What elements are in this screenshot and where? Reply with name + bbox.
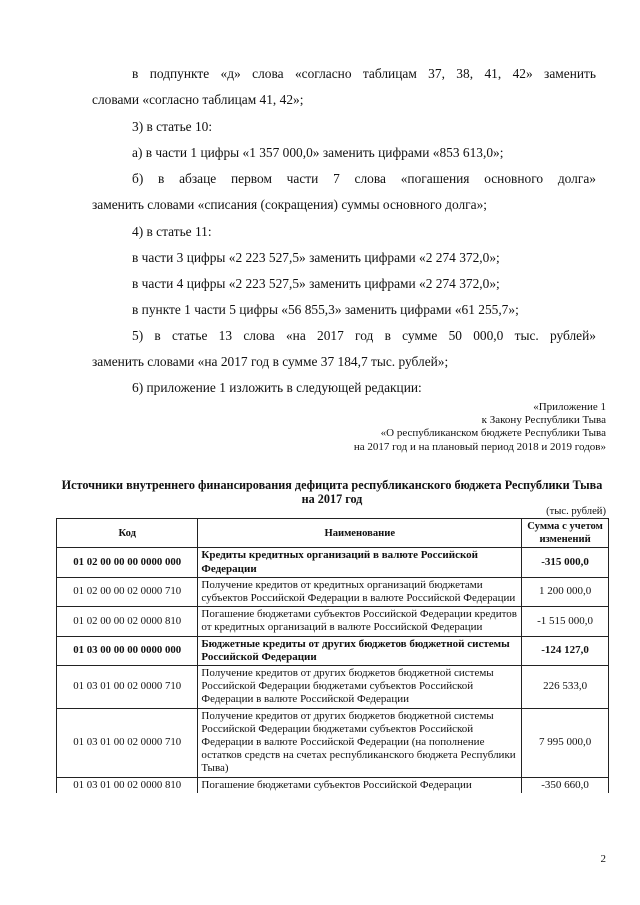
paragraph: в части 4 цифры «2 223 527,5» заменить цифрами «2 274 372,0»; xyxy=(132,276,500,291)
table-title: Источники внутреннего финансирования дефицита республиканского бюджета Республики Тыва на 2017 год xyxy=(61,478,603,506)
table-row xyxy=(57,777,609,793)
row-code: 01 02 00 00 02 0000 710 xyxy=(57,577,198,606)
page-number: 2 xyxy=(600,853,606,865)
table-row xyxy=(57,607,609,636)
paragraph: б) в абзаце первом части 7 слова «погашения основного долга» xyxy=(132,171,596,186)
row-code: 01 02 00 00 00 0000 000 xyxy=(57,548,198,577)
row-name: Кредиты кредитных организаций в валюте Российской Федерации xyxy=(198,548,522,577)
appendix-line: «Приложение 1 xyxy=(533,401,606,413)
appendix-line: к Закону Республики Тыва xyxy=(481,414,606,427)
row-code: 01 03 01 00 02 0000 810 xyxy=(57,777,198,793)
units-label: (тыс. рублей) xyxy=(546,506,606,517)
row-name: Получение кредитов от кредитных организаций бюджетами субъектов Российской Федерации в валюте Российской Федерации xyxy=(198,577,522,606)
row-sum: -124 127,0 xyxy=(522,636,609,665)
row-sum: 226 533,0 xyxy=(522,666,609,709)
row-code: 01 03 01 00 02 0000 710 xyxy=(57,666,198,709)
paragraph: словами «согласно таблицам 41, 42»; xyxy=(92,92,304,107)
paragraph: заменить словами «на 2017 год в сумме 37 184,7 тыс. рублей»; xyxy=(92,354,449,369)
row-sum: 7 995 000,0 xyxy=(522,708,609,777)
paragraph: 6) приложение 1 изложить в следующей редакции: xyxy=(132,380,422,395)
table-row xyxy=(57,636,609,665)
paragraph: а) в части 1 цифры «1 357 000,0» заменить цифрами «853 613,0»; xyxy=(132,145,504,160)
row-sum: -350 660,0 xyxy=(522,777,609,793)
row-code: 01 02 00 00 02 0000 810 xyxy=(57,607,198,636)
row-name: Погашение бюджетами субъектов Российской Федерации xyxy=(198,777,522,793)
paragraph: 4) в статье 11: xyxy=(132,224,212,239)
row-sum: -315 000,0 xyxy=(522,548,609,577)
table-row xyxy=(57,708,609,777)
table-header-row xyxy=(57,519,609,548)
table-row xyxy=(57,577,609,606)
paragraph: в пункте 1 части 5 цифры «56 855,3» заменить цифрами «61 255,7»; xyxy=(132,302,519,317)
row-sum: -1 515 000,0 xyxy=(522,607,609,636)
appendix-line: «О республиканском бюджете Республики Тыва xyxy=(380,427,606,440)
paragraph: 3) в статье 10: xyxy=(132,119,213,134)
financing-table xyxy=(56,518,609,793)
header-sum: Сумма с учетом изменений xyxy=(522,519,609,548)
row-name: Получение кредитов от других бюджетов бюджетной системы Российской Федерации бюджетами субъектов Российской Федерации в валюте Российской Федерации (на пополнение остатков средств на счетах республиканского бюджета Республики Тыва) xyxy=(198,708,522,777)
appendix-header xyxy=(306,401,606,454)
header-name: Наименование xyxy=(198,519,522,548)
appendix-line: на 2017 год и на плановый период 2018 и 2019 годов» xyxy=(353,440,606,453)
row-code: 01 03 01 00 02 0000 710 xyxy=(57,708,198,777)
row-name: Получение кредитов от других бюджетов бюджетной системы Российской Федерации бюджетами субъектов Российской Федерации в валюте Российской Федерации xyxy=(198,666,522,709)
row-code: 01 03 00 00 00 0000 000 xyxy=(57,636,198,665)
paragraph: в части 3 цифры «2 223 527,5» заменить цифрами «2 274 372,0»; xyxy=(132,250,500,265)
paragraph: заменить словами «списания (сокращения) суммы основного долга»; xyxy=(92,197,488,212)
table-row xyxy=(57,666,609,709)
header-code: Код xyxy=(57,519,198,548)
table-row xyxy=(57,548,609,577)
row-name: Погашение бюджетами субъектов Российской Федерации кредитов от кредитных организаций в валюте Российской Федерации xyxy=(198,607,522,636)
paragraph: в подпункте «д» слова «согласно таблицам 37, 38, 41, 42» заменить xyxy=(132,66,596,81)
paragraph: 5) в статье 13 слова «на 2017 год в сумме 50 000,0 тыс. рублей» xyxy=(132,328,596,343)
row-name: Бюджетные кредиты от других бюджетов бюджетной системы Российской Федерации xyxy=(198,636,522,665)
row-sum: 1 200 000,0 xyxy=(522,577,609,606)
